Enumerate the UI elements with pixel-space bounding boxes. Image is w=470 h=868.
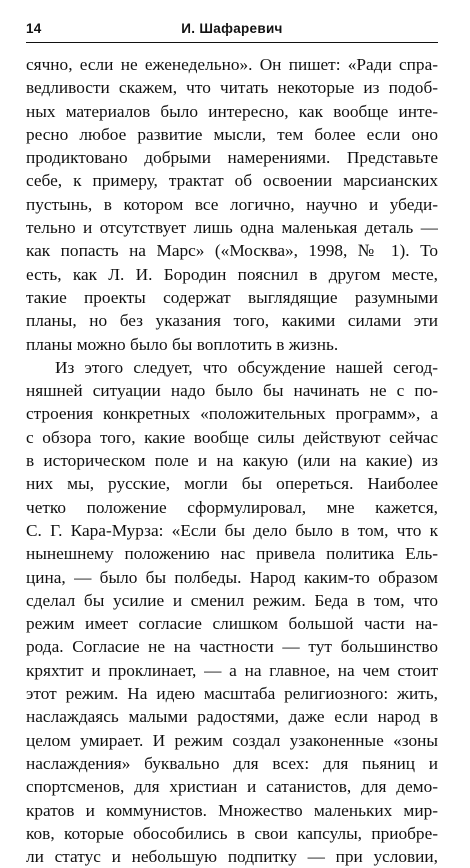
text-line: спортсменов, для христиан и сатанистов, для демо-: [26, 777, 438, 797]
text-line: этот режим. На идею масштаба религиозного: жить,: [26, 684, 438, 704]
text-line: сячно, если не еженедельно». Он пишет: «Ради спра-: [26, 55, 438, 74]
text-line: нынешнему положению нас привела политика Ель-: [26, 544, 438, 564]
text-line: ли статус и небольшую подпитку — при условии,: [26, 847, 438, 867]
page-header: [26, 20, 438, 43]
text-line: пустынь, в котором все логично, научно и убеди-: [26, 194, 438, 214]
body-text: [26, 53, 438, 868]
text-line: ков, которые обособились в свои капсулы, приобре-: [26, 823, 438, 843]
text-line: кряхтит и проклинает, — а на главное, на чем стоит: [26, 660, 438, 680]
text-line: них мы, русские, могли бы опереться. Наиболее: [26, 474, 438, 494]
text-line: себе, к примеру, трактат об освоении марсианских: [26, 171, 438, 191]
text-line: такие проекты содержат выглядящие разумными: [26, 287, 438, 307]
text-line: С. Г. Кара-Мурза: «Если бы дело было в том, что к: [26, 520, 438, 540]
text-line: четко положение сформулировал, мне кажется,: [26, 497, 438, 517]
running-head: И. Шафаревич: [181, 21, 283, 36]
text-line: рода. Согласие не на частности — тут большинство: [26, 637, 438, 657]
text-line: есть, как Л. И. Бородин пояснил в другом месте,: [26, 264, 438, 284]
text-line: тельно и отсутствует лишь одна маленькая деталь —: [26, 218, 438, 238]
text-line: продиктовано добрыми намерениями. Представьте: [26, 148, 438, 168]
text-line: строения конкретных «положительных программ», а: [26, 404, 438, 424]
text-line: цина, — было бы полбеды. Народ каким-то образом: [26, 567, 438, 587]
text-line: ресно любое развитие мысли, тем более если оно: [26, 124, 438, 144]
text-line: целом умирает. И режим создал узаконенные «зоны: [26, 730, 438, 750]
text-line: сделал бы усилие и сменил режим. Беда в том, что: [26, 590, 438, 610]
text-line: наслаждаясь малыми радостями, даже если народ в: [26, 707, 438, 727]
paragraph-start-line: Из этого следует, что обсуждение нашей сегод-: [55, 357, 438, 377]
page-number: 14: [26, 21, 42, 36]
text-line: кратов и коммунистов. Множество маленьких мир-: [26, 800, 438, 820]
text-line: как попасть на Марс» («Москва», 1998, № 1). То: [26, 241, 438, 261]
paragraph-end-line: планы можно было бы воплотить в жизнь.: [26, 334, 339, 354]
text-line: планы, но без указания того, какими силами эти: [26, 311, 438, 331]
text-line: режим имеет согласие слишком большой части на-: [26, 614, 438, 634]
text-line: в историческом поле и на какую (или на какие) из: [26, 451, 438, 471]
text-line: ных материалов было интересно, как вообще инте-: [26, 101, 438, 121]
text-line: с обзора того, какие вообще силы действуют сейчас: [26, 427, 438, 447]
text-line: ведливости скажем, что читать некоторые из подоб-: [26, 78, 438, 98]
text-line: наслаждения» буквально для всех: для пьяниц и: [26, 753, 438, 773]
text-line: няшней ситуации надо было бы начинать не с по-: [26, 381, 438, 401]
